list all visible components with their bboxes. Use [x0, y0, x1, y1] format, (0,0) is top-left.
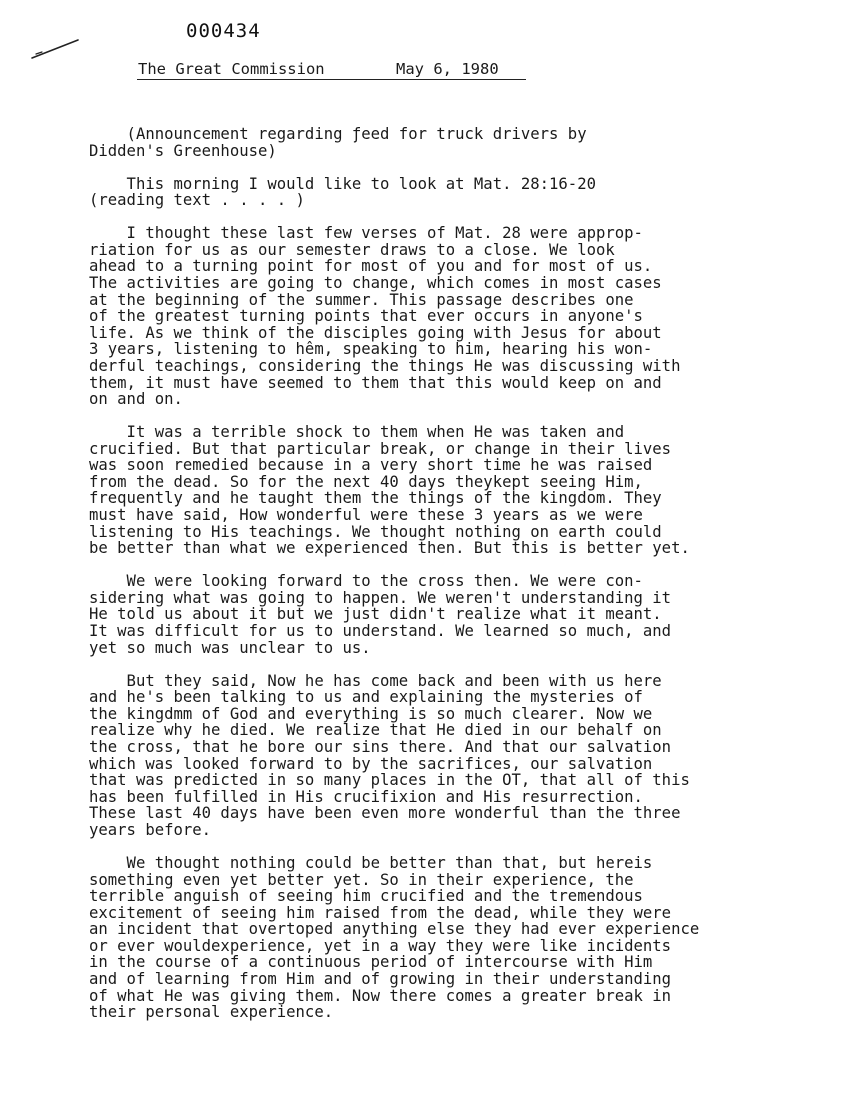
paragraph: We were looking forward to the cross then. We were con- sidering what was going to happen. We weren't understanding it He told us about it but we just didn't realize what it meant. It was difficult for us to understand. We learned so much, and yet so much was unclear to us.: [89, 572, 672, 657]
pen-stroke-mark: [30, 36, 82, 62]
paragraph: But they said, Now he has come back and been with us here and he's been talking to us and explaining the mysteries of the kingdmm of God and everything is so much clearer. Now we realize why he died. We realize that He died in our behalf on the cross, that he bore our sins there. And that our salvation which was looked forward to by the sacrifices, our salvation that was predicted in so many places in the OT, that all of this has been fulfilled in His crucifixion and His resurrection. These last 40 days have been even more wonderful than the three years before.: [89, 671, 690, 839]
document-title: The Great Commission: [138, 60, 325, 78]
document-body: [89, 126, 789, 1037]
document-id-stamp: 000434: [186, 20, 261, 42]
header-underline: [137, 79, 526, 80]
document-date: May 6, 1980: [396, 60, 499, 78]
paragraph: This morning I would like to look at Mat. 28:16-20 (reading text . . . . ): [89, 174, 596, 210]
paragraph: It was a terrible shock to them when He was taken and crucified. But that particular break, or change in their lives was soon remedied because in a very short time he was raised from the dead. So for the next 40 days theykept seeing Him, frequently and he taught them the things of the kingdom. They must have said, How wonderful were these 3 years as we were listening to His teachings. We thought nothing on earth could be better than what we experienced then. But this is better yet.: [89, 423, 690, 558]
paragraph: (Announcement regarding ƒeed for truck drivers by Didden's Greenhouse): [89, 125, 587, 160]
paragraph: I thought these last few verses of Mat. 28 were approp- riation for us as our semester draws to a close. We look ahead to a turning point for most of you and for most of us. The activities are going to change, which comes in most cases at the beginning of the summer. This passage describes one of the greatest turning points that ever occurs in anyone's life. As we think of the disciples going with Jesus for about 3 years, listening to hêm, speaking to him, hearing his won- derful teachings, considering the things He was discussing with them, it must have seemed to them that this would keep on and on and on.: [89, 224, 681, 409]
paragraph: We thought nothing could be better than that, but hereis something even yet better yet. So in their experience, the terrible anguish of seeing him crucified and the tremendous excitement of seeing him raised from the dead, while they were an incident that overtoped anything else they had ever experience or ever wouldexperience, yet in a way they were like incidents in the course of a continuous period of intercourse with Him and of learning from Him and of growing in their understanding of what He was giving them. Now there comes a greater break in their personal experience.: [89, 853, 700, 1022]
